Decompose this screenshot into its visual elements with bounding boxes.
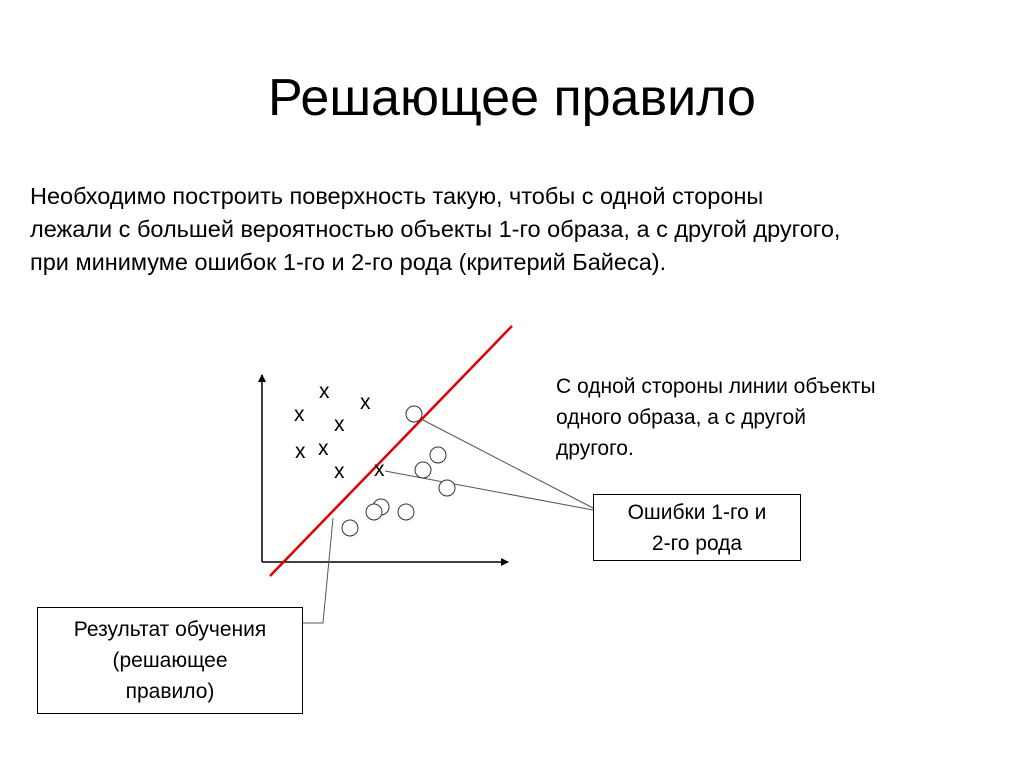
class-1-markers bbox=[294, 380, 385, 483]
x-marker: x bbox=[318, 437, 329, 460]
errors-callout-line: Ошибки 1-го и bbox=[627, 501, 767, 524]
description-line: при минимуме ошибок 1-го и 2-го рода (критерий Байеса). bbox=[30, 249, 667, 275]
callout-pointer-result bbox=[303, 518, 333, 623]
side-note-line: С одной стороны линии объекты bbox=[556, 375, 876, 398]
callout-pointer-errors-x bbox=[385, 471, 593, 510]
class-2-markers bbox=[342, 406, 455, 536]
circle-marker bbox=[366, 504, 382, 520]
description-line: лежали с большей вероятностью объекты 1-го образа, а с другой другого, bbox=[30, 216, 841, 242]
x-marker-misclassified: x bbox=[374, 458, 385, 481]
decision-rule-line bbox=[270, 326, 512, 576]
side-note-line: другого. bbox=[556, 437, 634, 460]
x-marker: x bbox=[334, 413, 345, 436]
description-line: Необходимо построить поверхность такую, чтобы с одной стороны bbox=[30, 183, 764, 209]
result-callout-line: правило) bbox=[125, 680, 215, 703]
x-marker: x bbox=[334, 460, 345, 483]
result-callout-line: Результат обучения bbox=[73, 618, 267, 641]
x-marker: x bbox=[295, 440, 306, 463]
errors-callout-line: 2-го рода bbox=[651, 532, 743, 555]
circle-marker-misclassified bbox=[406, 406, 422, 422]
errors-callout bbox=[593, 494, 801, 561]
x-marker: x bbox=[319, 380, 330, 403]
x-marker: x bbox=[294, 403, 305, 426]
circle-marker bbox=[415, 462, 431, 478]
side-note-line: одного образа, а с другой bbox=[556, 406, 806, 429]
x-marker: x bbox=[360, 391, 371, 414]
slide-title: Решающее правило bbox=[268, 69, 756, 127]
result-callout bbox=[37, 607, 303, 714]
circle-marker bbox=[342, 520, 358, 536]
circle-marker bbox=[439, 480, 455, 496]
circle-marker bbox=[430, 447, 446, 463]
result-callout-line: (решающее bbox=[112, 649, 228, 672]
circle-marker bbox=[398, 504, 414, 520]
